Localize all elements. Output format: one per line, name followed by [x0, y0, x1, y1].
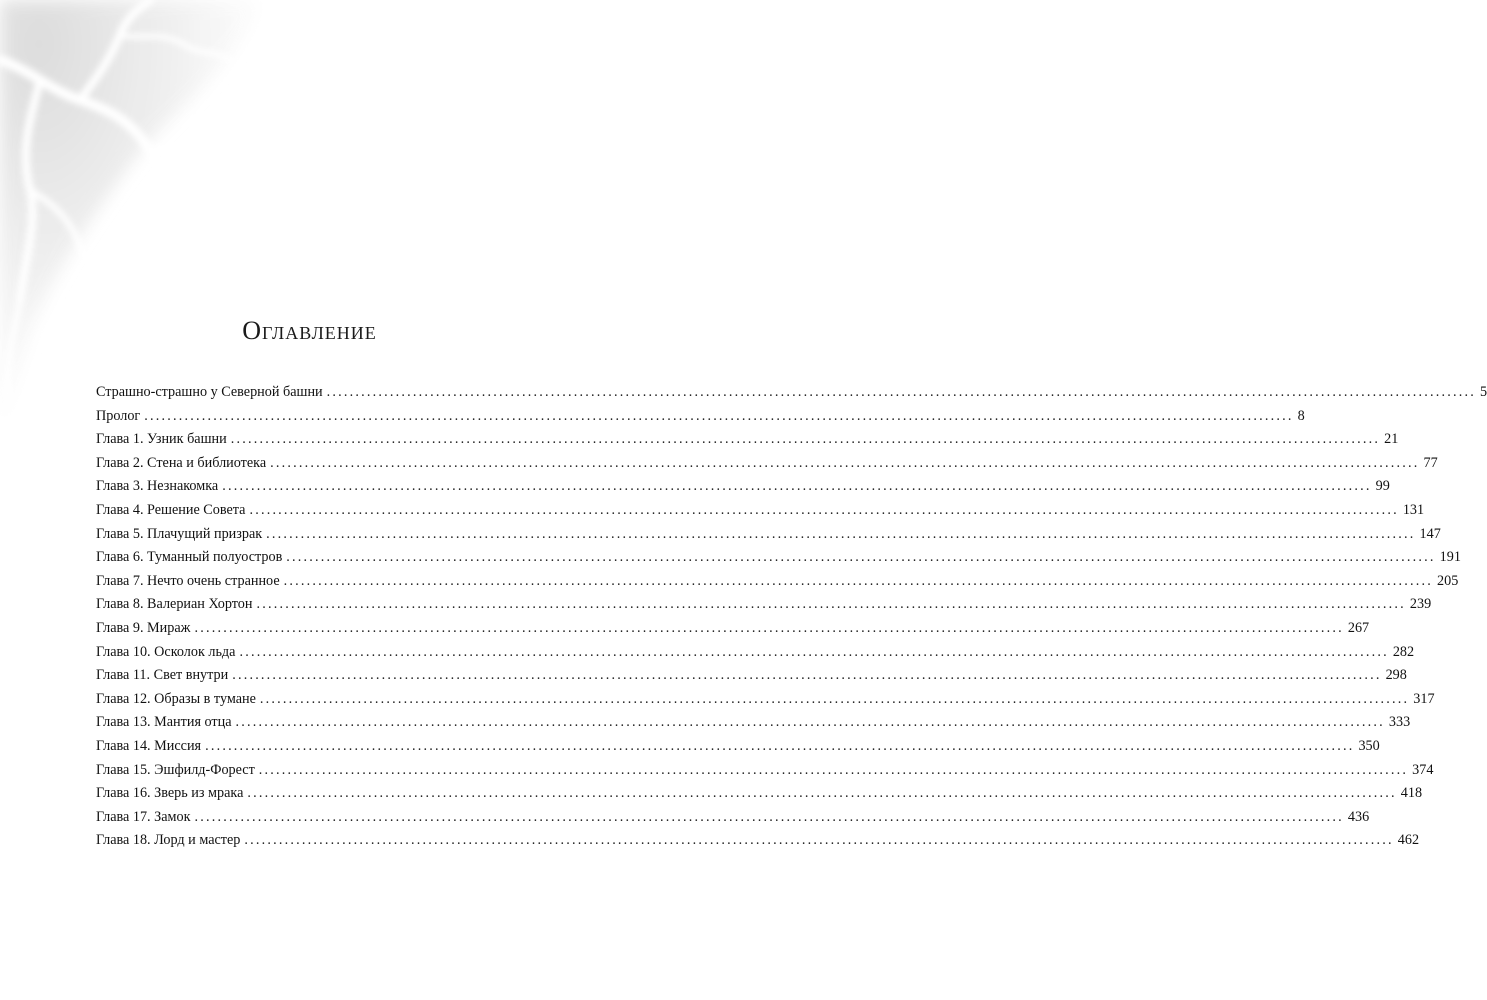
toc-entry-label: Глава 18. Лорд и мастер — [96, 832, 241, 849]
toc-entry-page: 239 — [1409, 596, 1432, 613]
toc-entry-label: Пролог — [96, 407, 141, 424]
toc-entry-page: 333 — [1388, 714, 1411, 731]
toc-entry — [96, 688, 1435, 712]
toc-entry-page: 8 — [1297, 407, 1305, 424]
toc-leader-dots: ........................................................................................................................................................................................................ — [244, 832, 1394, 849]
toc-entry-label: Глава 9. Мираж — [96, 619, 191, 636]
toc-entry-label: Глава 15. Эшфилд-Форест — [96, 761, 255, 778]
toc-entry-page: 317 — [1413, 690, 1435, 707]
toc-entry — [96, 641, 1415, 665]
toc-leader-dots: ........................................................................................................................................................................................................ — [247, 785, 1397, 802]
toc-leader-dots: ........................................................................................................................................................................................................ — [256, 596, 1406, 613]
toc-entry-label: Глава 3. Незнакомка — [96, 478, 219, 495]
toc-entry-page: 99 — [1375, 478, 1390, 495]
toc-entry-label: Глава 12. Образы в тумане — [96, 690, 256, 707]
toc-entry — [96, 570, 1459, 594]
toc-entry-label: Глава 8. Валериан Хортон — [96, 596, 253, 613]
toc-leader-dots: ........................................................................................................................................................................................................ — [144, 407, 1294, 424]
toc-entry — [96, 782, 1423, 806]
toc-entry-label: Глава 1. Узник башни — [96, 431, 227, 448]
toc-entry-page: 418 — [1400, 785, 1423, 802]
toc-entry-label: Глава 7. Нечто очень странное — [96, 572, 280, 589]
toc-leader-dots: ........................................................................................................................................................................................................ — [230, 431, 1381, 448]
toc-entry — [96, 664, 1407, 688]
toc-entry-page: 282 — [1392, 643, 1415, 660]
toc-entry-page: 205 — [1437, 572, 1459, 589]
toc-leader-dots: ........................................................................................................................................................................................................ — [270, 454, 1420, 471]
toc-leader-dots: ........................................................................................................................................................................................................ — [222, 478, 1372, 495]
toc-entry-page: 298 — [1385, 667, 1407, 684]
toc-leader-dots: ........................................................................................................................................................................................................ — [326, 384, 1477, 400]
toc-entry — [96, 381, 1487, 405]
toc-leader-dots: ........................................................................................................................................................................................................ — [266, 525, 1416, 542]
toc-entry-label: Страшно-страшно у Северной башни — [96, 384, 323, 400]
toc-entry — [96, 806, 1370, 830]
toc-entry-page: 77 — [1423, 454, 1438, 471]
toc-entry — [96, 405, 1305, 429]
toc-entry-label: Глава 13. Мантия отца — [96, 714, 232, 731]
toc-entry-page: 21 — [1384, 431, 1399, 448]
toc-entry-label: Глава 2. Стена и библиотека — [96, 454, 267, 471]
toc-entry — [96, 617, 1370, 641]
toc-entry-page: 350 — [1358, 737, 1380, 754]
toc-entry — [96, 711, 1411, 735]
page-title: Оглавление — [242, 316, 377, 345]
toc-entry-page: 191 — [1439, 549, 1461, 566]
toc-leader-dots: ........................................................................................................................................................................................................ — [259, 690, 1410, 707]
toc-leader-dots: ........................................................................................................................................................................................................ — [232, 667, 1382, 684]
toc-entry-label: Глава 6. Туманный полуостров — [96, 549, 283, 566]
toc-entry — [96, 428, 1399, 452]
toc-entry-label: Глава 4. Решение Совета — [96, 501, 246, 518]
toc-entry-label: Глава 11. Свет внутри — [96, 667, 229, 684]
toc-entry-page: 147 — [1419, 525, 1441, 542]
toc-entry-label: Глава 16. Зверь из мрака — [96, 785, 244, 802]
toc-entry-label: Глава 17. Замок — [96, 808, 191, 825]
toc-entry — [96, 593, 1432, 617]
table-of-contents — [96, 381, 1487, 853]
toc-entry — [96, 546, 1461, 570]
toc-entry — [96, 452, 1438, 476]
toc-entry-page: 462 — [1397, 832, 1420, 849]
toc-leader-dots: ........................................................................................................................................................................................................ — [258, 761, 1409, 778]
toc-entry-label: Глава 5. Плачущий призрак — [96, 525, 263, 542]
toc-entry — [96, 759, 1434, 783]
toc-leader-dots: ........................................................................................................................................................................................................ — [239, 643, 1389, 660]
toc-entry — [96, 475, 1390, 499]
toc-leader-dots: ........................................................................................................................................................................................................ — [235, 714, 1385, 731]
toc-entry-page: 131 — [1402, 501, 1425, 518]
toc-entry — [96, 523, 1441, 547]
toc-entry-label: Глава 14. Миссия — [96, 737, 202, 754]
toc-leader-dots: ........................................................................................................................................................................................................ — [249, 501, 1399, 518]
toc-entry — [96, 499, 1425, 523]
toc-leader-dots: ........................................................................................................................................................................................................ — [286, 549, 1436, 566]
toc-leader-dots: ........................................................................................................................................................................................................ — [283, 572, 1433, 589]
toc-leader-dots: ........................................................................................................................................................................................................ — [205, 737, 1355, 754]
toc-entry — [96, 829, 1420, 853]
toc-leader-dots: ........................................................................................................................................................................................................ — [194, 619, 1344, 636]
toc-entry-page: 267 — [1347, 619, 1370, 636]
toc-entry-page: 436 — [1347, 808, 1370, 825]
toc-entry-page: 374 — [1412, 761, 1434, 778]
toc-leader-dots: ........................................................................................................................................................................................................ — [194, 808, 1344, 825]
toc-entry-label: Глава 10. Осколок льда — [96, 643, 236, 660]
toc-entry — [96, 735, 1380, 759]
toc-entry-page: 5 — [1480, 384, 1487, 400]
